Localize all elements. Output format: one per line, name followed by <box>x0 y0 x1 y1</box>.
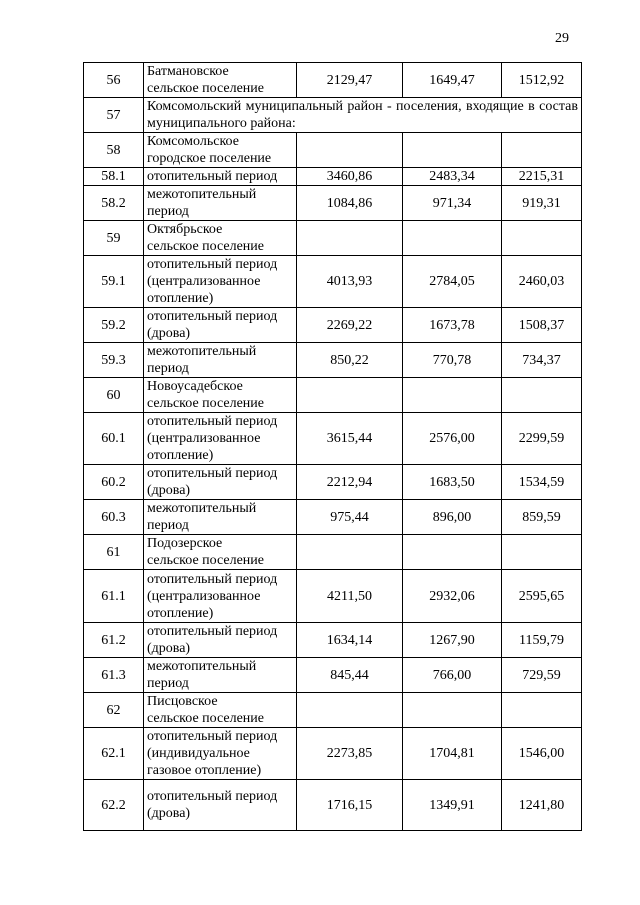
value-col-3: 919,31 <box>502 186 582 221</box>
name-line: Батмановское <box>147 64 229 79</box>
value-col-1 <box>297 693 403 728</box>
value-col-3 <box>502 378 582 413</box>
value-col-3: 2460,03 <box>502 256 582 308</box>
value-col-1: 975,44 <box>297 500 403 535</box>
value-col-1: 1634,14 <box>297 623 403 658</box>
value-col-2: 1673,78 <box>403 308 502 343</box>
table-row <box>84 535 582 570</box>
name-line: отопление) <box>147 448 214 463</box>
name-line: период <box>147 204 189 219</box>
value-col-1: 4211,50 <box>297 570 403 623</box>
value-col-1: 2269,22 <box>297 308 403 343</box>
value-col-1: 4013,93 <box>297 256 403 308</box>
name-line: межотопительный <box>147 187 257 202</box>
settlement-name <box>144 535 297 570</box>
table-row <box>84 570 582 623</box>
table-row <box>84 256 582 308</box>
name-line: межотопительный <box>147 501 257 516</box>
table-row <box>84 465 582 500</box>
district-heading: Комсомольский муниципальный район - поселения, входящие в состав муниципального района: <box>144 98 582 133</box>
settlement-name <box>144 221 297 256</box>
value-col-3 <box>502 693 582 728</box>
value-col-3: 2595,65 <box>502 570 582 623</box>
row-number: 56 <box>84 63 144 98</box>
value-col-2 <box>403 378 502 413</box>
table-row <box>84 221 582 256</box>
name-line: городское поселение <box>147 151 272 166</box>
row-number: 59.2 <box>84 308 144 343</box>
settlement-name <box>144 693 297 728</box>
value-col-1: 850,22 <box>297 343 403 378</box>
value-col-1: 1084,86 <box>297 186 403 221</box>
value-col-2: 2784,05 <box>403 256 502 308</box>
table-row <box>84 133 582 168</box>
table-row <box>84 728 582 780</box>
table-row <box>84 186 582 221</box>
name-line: Октябрьское <box>147 222 223 237</box>
name-line: (централизованное <box>147 274 261 289</box>
value-col-1 <box>297 378 403 413</box>
value-col-1: 845,44 <box>297 658 403 693</box>
name-line: период <box>147 518 189 533</box>
value-col-3: 2299,59 <box>502 413 582 465</box>
name-line: (централизованное <box>147 431 261 446</box>
name-line: сельское поселение <box>147 711 264 726</box>
name-line: сельское поселение <box>147 553 264 568</box>
row-number: 62 <box>84 693 144 728</box>
name-line: газовое отопление) <box>147 763 262 778</box>
settlement-name <box>144 256 297 308</box>
row-number: 58 <box>84 133 144 168</box>
row-number: 60.2 <box>84 465 144 500</box>
settlement-name <box>144 168 297 186</box>
name-line: Комсомольское <box>147 134 239 149</box>
value-col-3: 859,59 <box>502 500 582 535</box>
name-line: (дрова) <box>147 483 191 498</box>
name-line: отопительный период <box>147 169 278 184</box>
table-row <box>84 63 582 98</box>
settlement-name <box>144 133 297 168</box>
row-number: 61.2 <box>84 623 144 658</box>
value-col-2: 766,00 <box>403 658 502 693</box>
table-row <box>84 693 582 728</box>
name-line: сельское поселение <box>147 239 264 254</box>
name-line: Писцовское <box>147 694 218 709</box>
value-col-2: 1683,50 <box>403 465 502 500</box>
value-col-1: 2212,94 <box>297 465 403 500</box>
value-col-2 <box>403 221 502 256</box>
table-row <box>84 308 582 343</box>
table-row <box>84 343 582 378</box>
value-col-2 <box>403 133 502 168</box>
value-col-1 <box>297 221 403 256</box>
table-row <box>84 413 582 465</box>
row-number: 58.1 <box>84 168 144 186</box>
table-row <box>84 658 582 693</box>
name-line: отопительный период <box>147 729 278 744</box>
row-number: 61.1 <box>84 570 144 623</box>
value-col-1: 3615,44 <box>297 413 403 465</box>
settlement-name <box>144 378 297 413</box>
value-col-3: 1512,92 <box>502 63 582 98</box>
table-row <box>84 500 582 535</box>
name-line: Подозерское <box>147 536 223 551</box>
value-col-1: 3460,86 <box>297 168 403 186</box>
table-row <box>84 378 582 413</box>
settlement-name <box>144 570 297 623</box>
name-line: сельское поселение <box>147 81 264 96</box>
settlement-name <box>144 465 297 500</box>
value-col-3: 1508,37 <box>502 308 582 343</box>
settlement-name <box>144 413 297 465</box>
value-col-2: 2932,06 <box>403 570 502 623</box>
row-number: 59.3 <box>84 343 144 378</box>
value-col-2: 1704,81 <box>403 728 502 780</box>
value-col-2: 2576,00 <box>403 413 502 465</box>
row-number: 61 <box>84 535 144 570</box>
row-number: 60 <box>84 378 144 413</box>
row-number: 61.3 <box>84 658 144 693</box>
row-number: 57 <box>84 98 144 133</box>
row-number: 59.1 <box>84 256 144 308</box>
settlement-name <box>144 63 297 98</box>
tariff-table <box>83 62 582 831</box>
value-col-3: 1241,80 <box>502 780 582 831</box>
value-col-1: 2129,47 <box>297 63 403 98</box>
name-line: (индивидуальное <box>147 746 250 761</box>
settlement-name <box>144 623 297 658</box>
name-line: период <box>147 361 189 376</box>
settlement-name <box>144 500 297 535</box>
name-line: межотопительный <box>147 344 257 359</box>
name-line: (дрова) <box>147 326 191 341</box>
settlement-name <box>144 186 297 221</box>
name-line: межотопительный <box>147 659 257 674</box>
value-col-3: 2215,31 <box>502 168 582 186</box>
name-line: сельское поселение <box>147 396 264 411</box>
table-row <box>84 623 582 658</box>
name-line: отопительный период <box>147 309 278 324</box>
value-col-3 <box>502 535 582 570</box>
name-line: отопительный период <box>147 466 278 481</box>
name-line: (дрова) <box>147 806 191 821</box>
name-line: отопительный период <box>147 257 278 272</box>
name-line: отопление) <box>147 605 214 621</box>
row-number: 60.3 <box>84 500 144 535</box>
settlement-name <box>144 658 297 693</box>
value-col-3: 1534,59 <box>502 465 582 500</box>
value-col-2: 1649,47 <box>403 63 502 98</box>
value-col-2: 770,78 <box>403 343 502 378</box>
table-row <box>84 168 582 186</box>
value-col-1 <box>297 535 403 570</box>
settlement-name <box>144 308 297 343</box>
value-col-2: 971,34 <box>403 186 502 221</box>
value-col-2: 1349,91 <box>403 780 502 831</box>
name-line: (централизованное <box>147 588 261 604</box>
name-line: (дрова) <box>147 641 191 656</box>
value-col-2 <box>403 693 502 728</box>
value-col-2: 896,00 <box>403 500 502 535</box>
settlement-name <box>144 728 297 780</box>
row-number: 58.2 <box>84 186 144 221</box>
value-col-1: 1716,15 <box>297 780 403 831</box>
name-line: отопительный период <box>147 571 278 587</box>
row-number: 59 <box>84 221 144 256</box>
name-line: отопление) <box>147 291 214 306</box>
value-col-3 <box>502 133 582 168</box>
table-row <box>84 780 582 831</box>
name-line: период <box>147 676 189 691</box>
row-number: 60.1 <box>84 413 144 465</box>
value-col-3: 1159,79 <box>502 623 582 658</box>
value-col-1 <box>297 133 403 168</box>
row-number: 62.2 <box>84 780 144 831</box>
row-number: 62.1 <box>84 728 144 780</box>
value-col-3: 729,59 <box>502 658 582 693</box>
value-col-2 <box>403 535 502 570</box>
settlement-name <box>144 343 297 378</box>
table-row <box>84 98 582 133</box>
page-number: 29 <box>555 31 569 46</box>
value-col-3 <box>502 221 582 256</box>
name-line: отопительный период <box>147 414 278 429</box>
value-col-3: 734,37 <box>502 343 582 378</box>
name-line: отопительный период <box>147 789 278 804</box>
settlement-name <box>144 780 297 831</box>
name-line: Новоусадебское <box>147 379 243 394</box>
value-col-3: 1546,00 <box>502 728 582 780</box>
name-line: отопительный период <box>147 624 278 639</box>
value-col-2: 2483,34 <box>403 168 502 186</box>
value-col-2: 1267,90 <box>403 623 502 658</box>
value-col-1: 2273,85 <box>297 728 403 780</box>
